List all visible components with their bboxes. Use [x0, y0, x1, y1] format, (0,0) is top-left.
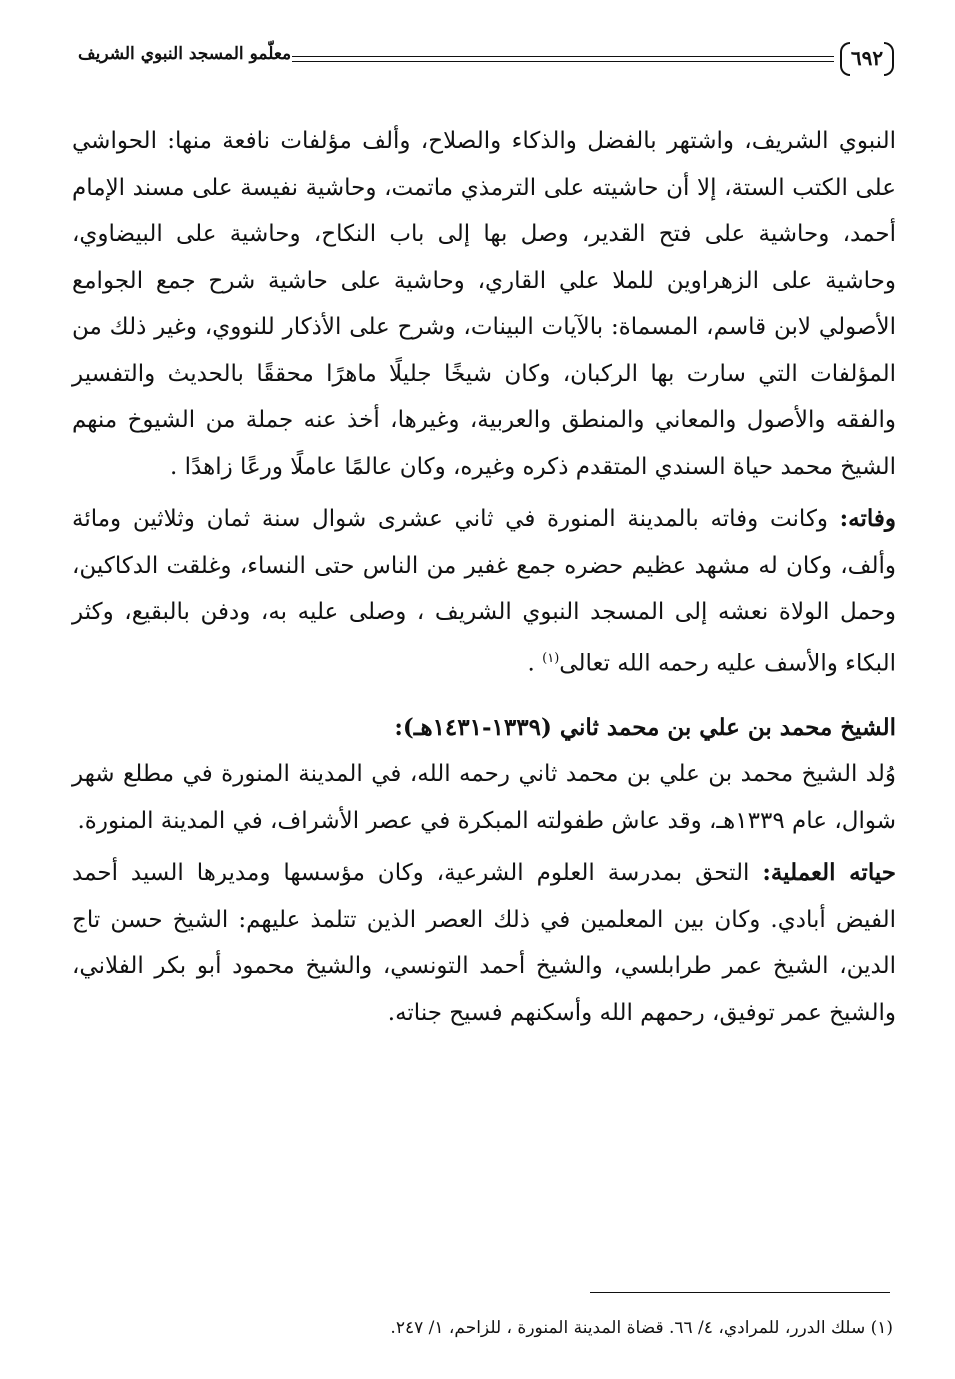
career-label: حياته العملية: [762, 859, 896, 887]
header-rule [292, 56, 834, 62]
death-label: وفاته: [839, 505, 896, 532]
paragraph-biography: النبوي الشريف، واشتهر بالفضل والذكاء والصلاح، وألف مؤلفات نافعة منها: الحواشي على الكتب الستة، إلا أن حاشيته على الترمذي ماتمت، وحاشية نفيسة على مسند الإمام أحمد، وحاشية على فتح القدير، وصل بها إلى باب النكاح، وحاشية على البيضاوي، وحاشية على الزهراوين للملا علي القاري، وحاشية على حاشية شرح جمع الجوامع الأصولي لابن قاسم، المسماة: بالآيات البينات، وشرح على الأذكار للنووي، وغير ذلك من المؤلفات التي سارت بها الركبان، وكان شيخًا جليلًا ماهرًا محققًا بالحديث والتفسير والفقه والأصول والمعاني والمنطق والعربية، وغيرها، أخذ عنه جملة من الشيوخ منهم الشيخ محمد حياة السندي المتقدم ذكره وغيره، وكان عالمًا عاملًا ورعًا زاهدًا . [72, 128, 896, 480]
footnote-ref: (١) [542, 650, 560, 666]
footnote-rule [590, 1292, 890, 1293]
section-heading: الشيخ محمد بن علي بن محمد ثاني (١٣٣٩-١٤٣١هـ): [394, 713, 896, 741]
page-body [72, 118, 896, 1036]
page-number: ٦٩٢ [838, 40, 896, 76]
page-header [78, 40, 896, 80]
death-end: . [527, 650, 543, 677]
paragraph-career [72, 850, 896, 1036]
death-text: وكانت وفاته بالمدينة المنورة في ثاني عشرى شوال سنة ثمان وثلاثين ومائة وألف، وكان له مشهد عظيم حضره جمع غفير من الناس حتى النساء، وغلقت الدكاكين، وحمل الولاة نعشه إلى المسجد النبوي الشريف ، وصلى عليه به، ودفن بالبقيع، وكثر البكاء والأسف عليه رحمه الله تعالى [72, 506, 896, 677]
paragraph-death [72, 496, 896, 687]
footnote: (١) سلك الدرر، للمرادي، ٤/ ٦٦. قضاة المدينة المنورة ، للزاحم، ١/ ٢٤٧. [390, 1318, 893, 1338]
career-text: التحق بمدرسة العلوم الشرعية، وكان مؤسسها ومديرها السيد أحمد الفيض أبادي. وكان بين المعلمين في ذلك العصر الذين تتلمذ عليهم: الشيخ حسن تاج الدين، الشيخ عمر طرابلسي، والشيخ أحمد التونسي، والشيخ محمود أبو بكر الفلاني، والشيخ عمر توفيق، رحمهم الله وأسكنهم فسيح جناته. [72, 860, 896, 1026]
running-title: معلّمو المسجد النبوي الشريف [78, 44, 292, 64]
paragraph-birth: وُلد الشيخ محمد بن علي بن محمد ثاني رحمه الله، في المدينة المنورة في مطلع شهر شوال، عام ١٣٣٩هـ، وقد عاش طفولته المبكرة في عصر الأشراف، في المدينة المنورة. [72, 761, 896, 834]
